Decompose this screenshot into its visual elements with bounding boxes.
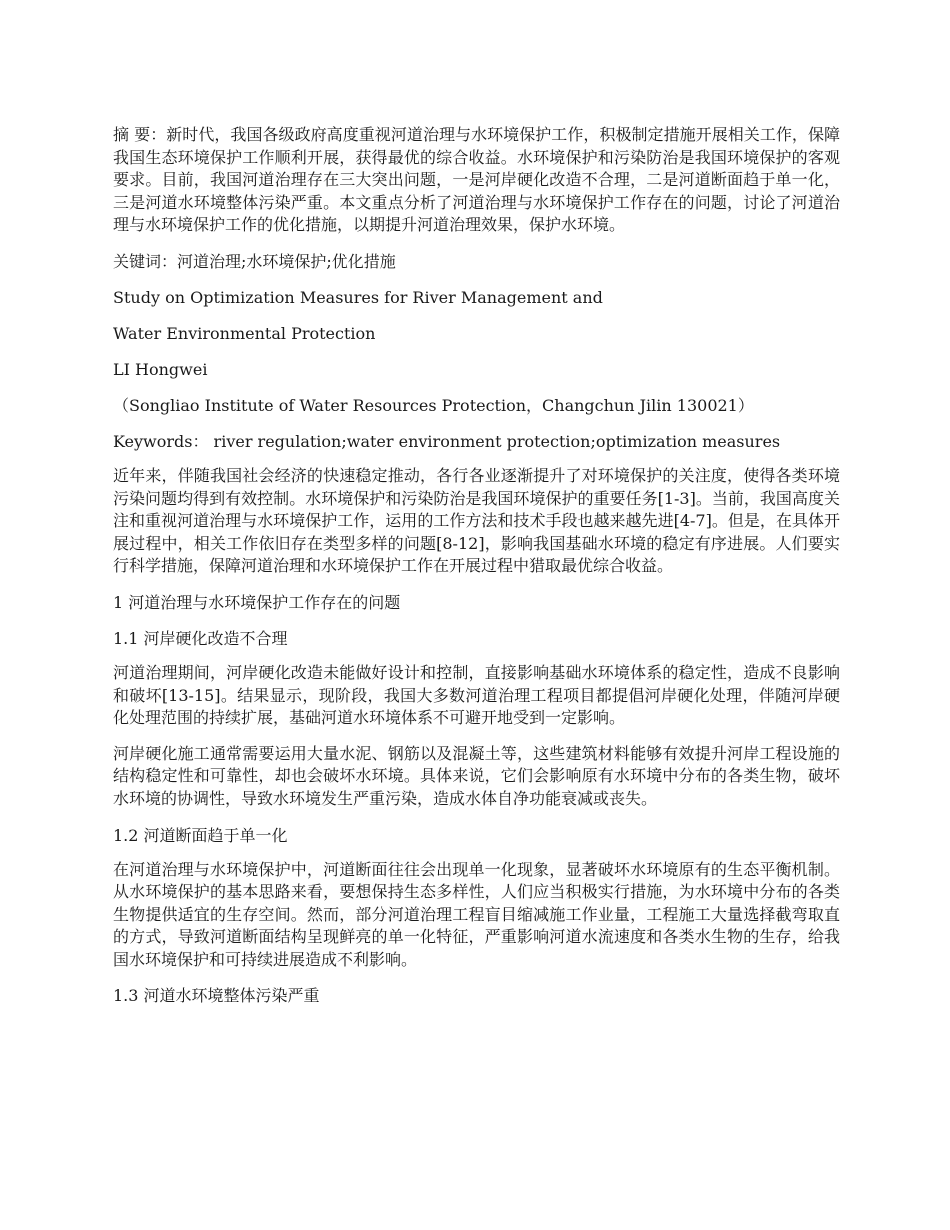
keywords-cn: 关键词：河道治理;水环境保护;优化措施 <box>113 251 396 271</box>
section-1-2-heading: 1.2 河道断面趋于单一化 <box>113 825 288 845</box>
section-1-heading: 1 河道治理与水环境保护工作存在的问题 <box>113 592 401 612</box>
section-1-1-paragraph-2: 河岸硬化施工通常需要运用大量水泥、钢筋以及混凝土等，这些建筑材料能够有效提升河岸工程设施的结构稳定性和可靠性，却也会破坏水环境。具体来说，它们会影响原有水环境中分布的各类生物，破坏水环境的协调性，导致水环境发生严重污染，造成水体自净功能衰减或丧失。 <box>113 743 840 808</box>
section-1-2-paragraph-1: 在河道治理与水环境保护中，河道断面往往会出现单一化现象，显著破坏水环境原有的生态平衡机制。从水环境保护的基本思路来看，要想保持生态多样性，人们应当积极实行措施，为水环境中分布的各类生物提供适宜的生存空间。然而，部分河道治理工程盲目缩减施工作业量，工程施工大量选择截弯取直的方式，导致河道断面结构呈现鲜亮的单一化特征，严重影响河道水流速度和各类水生物的生存，给我国水环境保护和可持续进展造成不利影响。 <box>113 859 840 969</box>
paper-page <box>113 124 840 1007</box>
abstract-paragraph <box>113 124 840 237</box>
english-title-line1: Study on Optimization Measures for River Management and <box>113 287 603 307</box>
section-1-3-heading: 1.3 河道水环境整体污染严重 <box>113 986 320 1006</box>
abstract-text: 新时代，我国各级政府高度重视河道治理与水环境保护工作，积极制定措施开展相关工作，保障我国生态环境保护工作顺利开展，获得最优的综合收益。水环境保护和污染防治是我国环境保护的客观要求。目前，我国河道治理存在三大突出问题，一是河岸硬化改造不合理，二是河道断面趋于单一化，三是河道水环境整体污染严重。本文重点分析了河道治理与水环境保护工作存在的问题，讨论了河道治理与水环境保护工作的优化措施，以期提升河道治理效果，保护水环境。 <box>113 125 840 235</box>
section-1-1-paragraph-1: 河道治理期间，河岸硬化改造未能做好设计和控制，直接影响基础水环境体系的稳定性，造成不良影响和破坏[13-15]。结果显示，现阶段，我国大多数河道治理工程项目都提倡河岸硬化处理，伴随河岸硬化处理范围的持续扩展，基础河道水环境体系不可避开地受到一定影响。 <box>113 662 840 728</box>
english-title-line2: Water Environmental Protection <box>113 323 376 343</box>
english-author: LI Hongwei <box>113 359 208 379</box>
english-keywords: Keywords： river regulation;water environment protection;optimization measures <box>113 431 781 451</box>
abstract-label: 摘 要： <box>113 125 167 144</box>
section-1-1-heading: 1.1 河岸硬化改造不合理 <box>113 628 288 648</box>
intro-paragraph: 近年来，伴随我国社会经济的快速稳定推动，各行各业逐渐提升了对环境保护的关注度，使得各类环境污染问题均得到有效控制。水环境保护和污染防治是我国环境保护的重要任务[1-3]。当前，我国高度关注和重视河道治理与水环境保护工作，运用的工作方法和技术手段也越来越先进[4-7]。但是，在具体开展过程中，相关工作依旧存在类型多样的问题[8-12]，影响我国基础水环境的稳定有序进展。人们要实行科学措施，保障河道治理和水环境保护工作在开展过程中猎取最优综合收益。 <box>113 465 840 576</box>
english-affiliation: （Songliao Institute of Water Resources Protection，Changchun Jilin 130021） <box>113 395 754 415</box>
